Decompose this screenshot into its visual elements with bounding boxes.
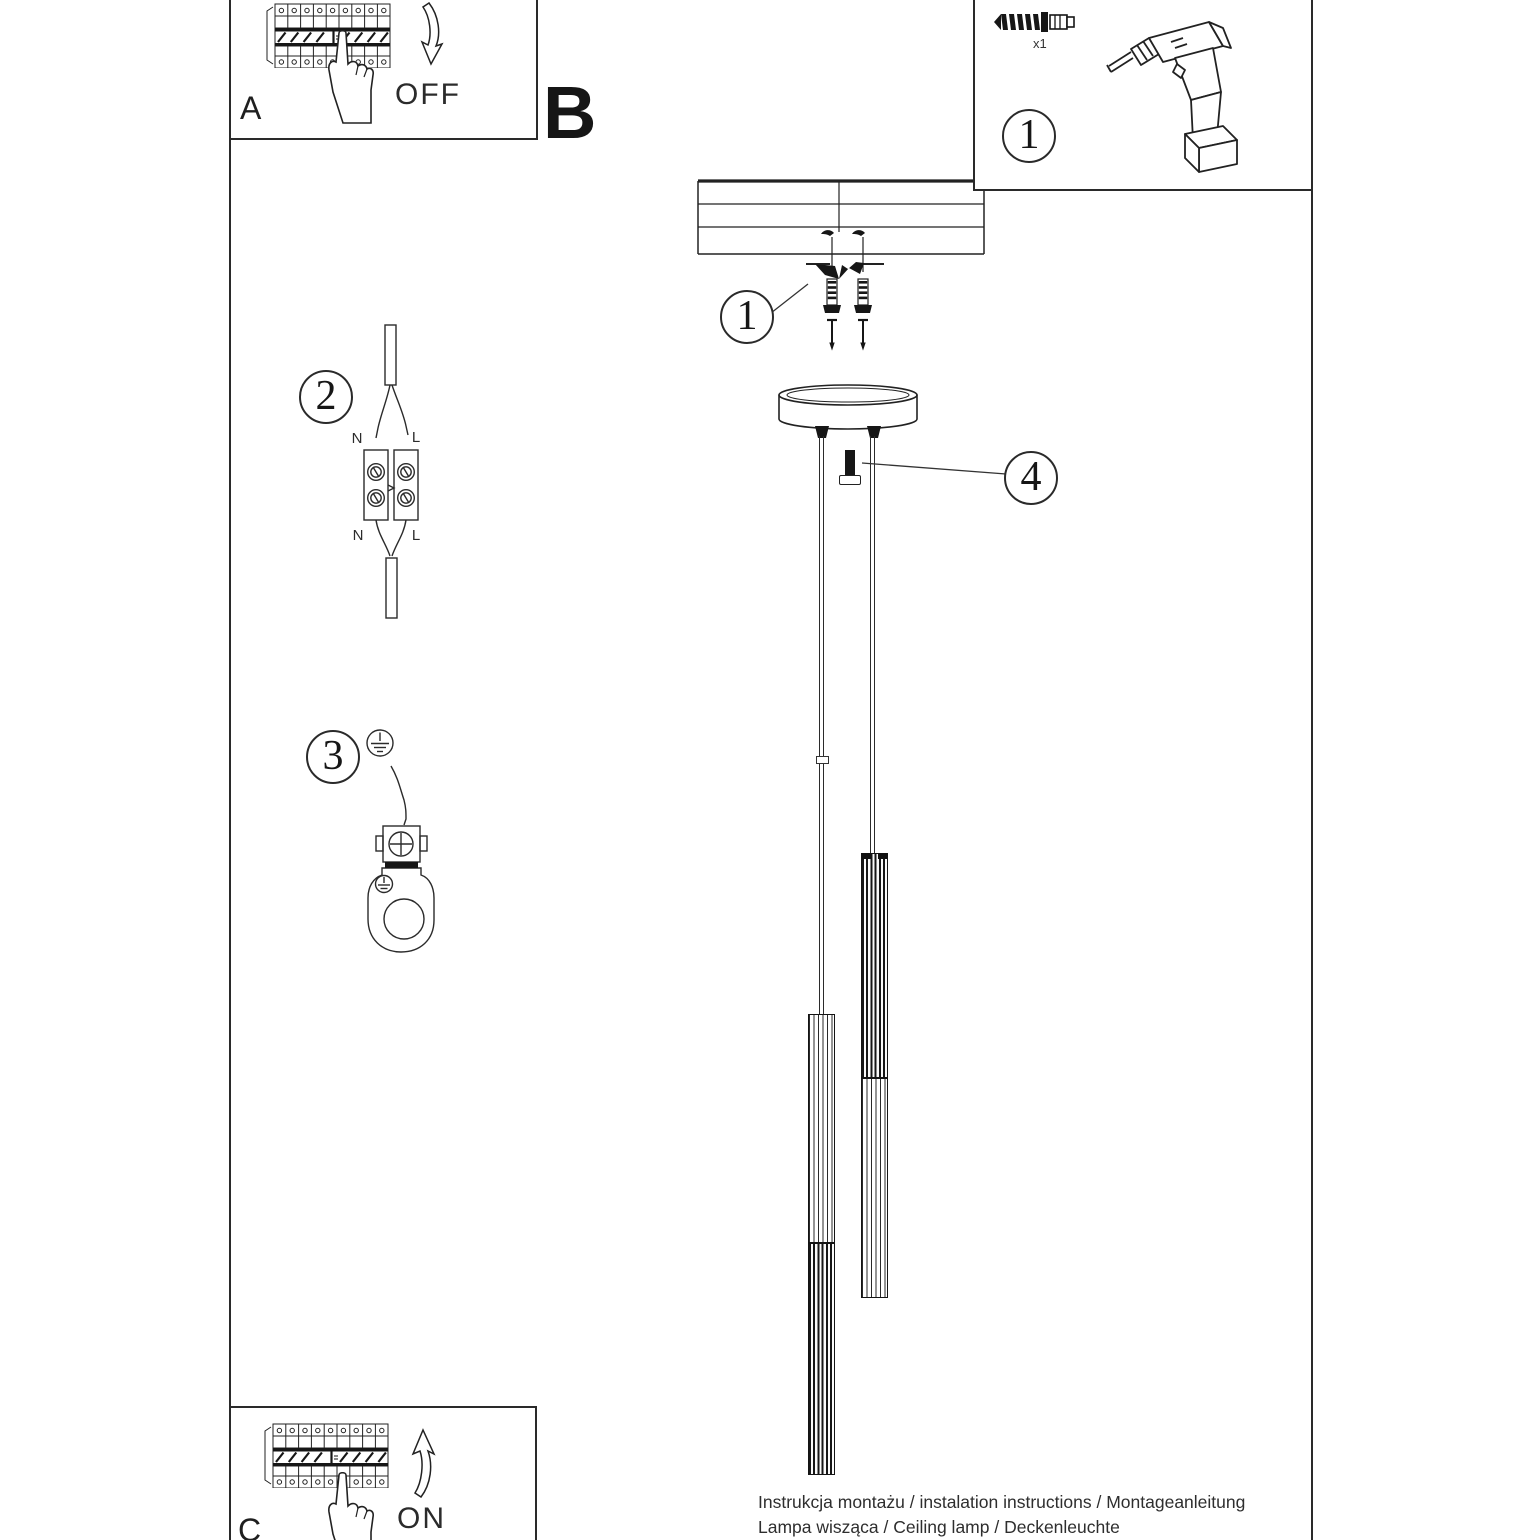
anchor-quantity-label: x1 [1033, 36, 1047, 51]
grounding-drawing [360, 726, 450, 956]
callout-tools: 1 [1002, 109, 1056, 163]
callout-grounding-step: 3 [306, 730, 360, 784]
cable-sleeve [816, 756, 829, 764]
page-left-border [229, 0, 231, 1540]
footer-line-2: Lampa wisząca / Ceiling lamp / Deckenleuchte [758, 1517, 1120, 1537]
tools-panel [973, 0, 1313, 191]
callout-mounting: 1 [720, 290, 774, 344]
right-pendant-tube [861, 853, 888, 1298]
wire-label-top-neutral: N [351, 430, 363, 447]
footer-line-1: Instrukcja montażu / instalation instructions / Montageanleitung [758, 1492, 1246, 1512]
on-label: ON [397, 1502, 446, 1535]
callout-wiring-step: 2 [299, 370, 353, 424]
left-tube-upper-segment [808, 1014, 835, 1243]
left-pendant-tube [808, 1014, 835, 1475]
right-suspension-cable [870, 436, 875, 853]
wall-anchor-icon [993, 6, 1089, 36]
arrow-up-icon [405, 1418, 445, 1498]
page-right-border [1311, 0, 1313, 1540]
drill-icon [1105, 8, 1257, 180]
pressing-hand-icon [317, 30, 379, 125]
wire-label-top-live: L [411, 429, 421, 446]
left-suspension-cable [819, 436, 824, 1014]
callout-screw: 4 [1004, 451, 1058, 505]
right-tube-upper-segment [861, 853, 888, 1078]
panel-a-letter: A [240, 90, 262, 126]
right-tube-cap-right [878, 853, 887, 859]
power-on-panel [229, 1406, 537, 1540]
left-tube-lower-segment [808, 1243, 835, 1475]
section-b-letter: B [543, 71, 597, 154]
panel-c-letter: C [238, 1512, 262, 1540]
wire-label-bottom-live: L [411, 527, 421, 544]
off-label: OFF [395, 78, 461, 111]
footer-caption [758, 1490, 1245, 1540]
right-tube-cap-left [862, 853, 871, 859]
right-tube-lower-segment [861, 1078, 888, 1298]
pressing-hand-icon [317, 1472, 379, 1540]
power-off-panel [229, 0, 538, 140]
terminal-block-wiring-drawing [340, 318, 440, 623]
arrow-down-icon [407, 2, 447, 68]
wire-label-bottom-neutral: N [352, 527, 364, 544]
